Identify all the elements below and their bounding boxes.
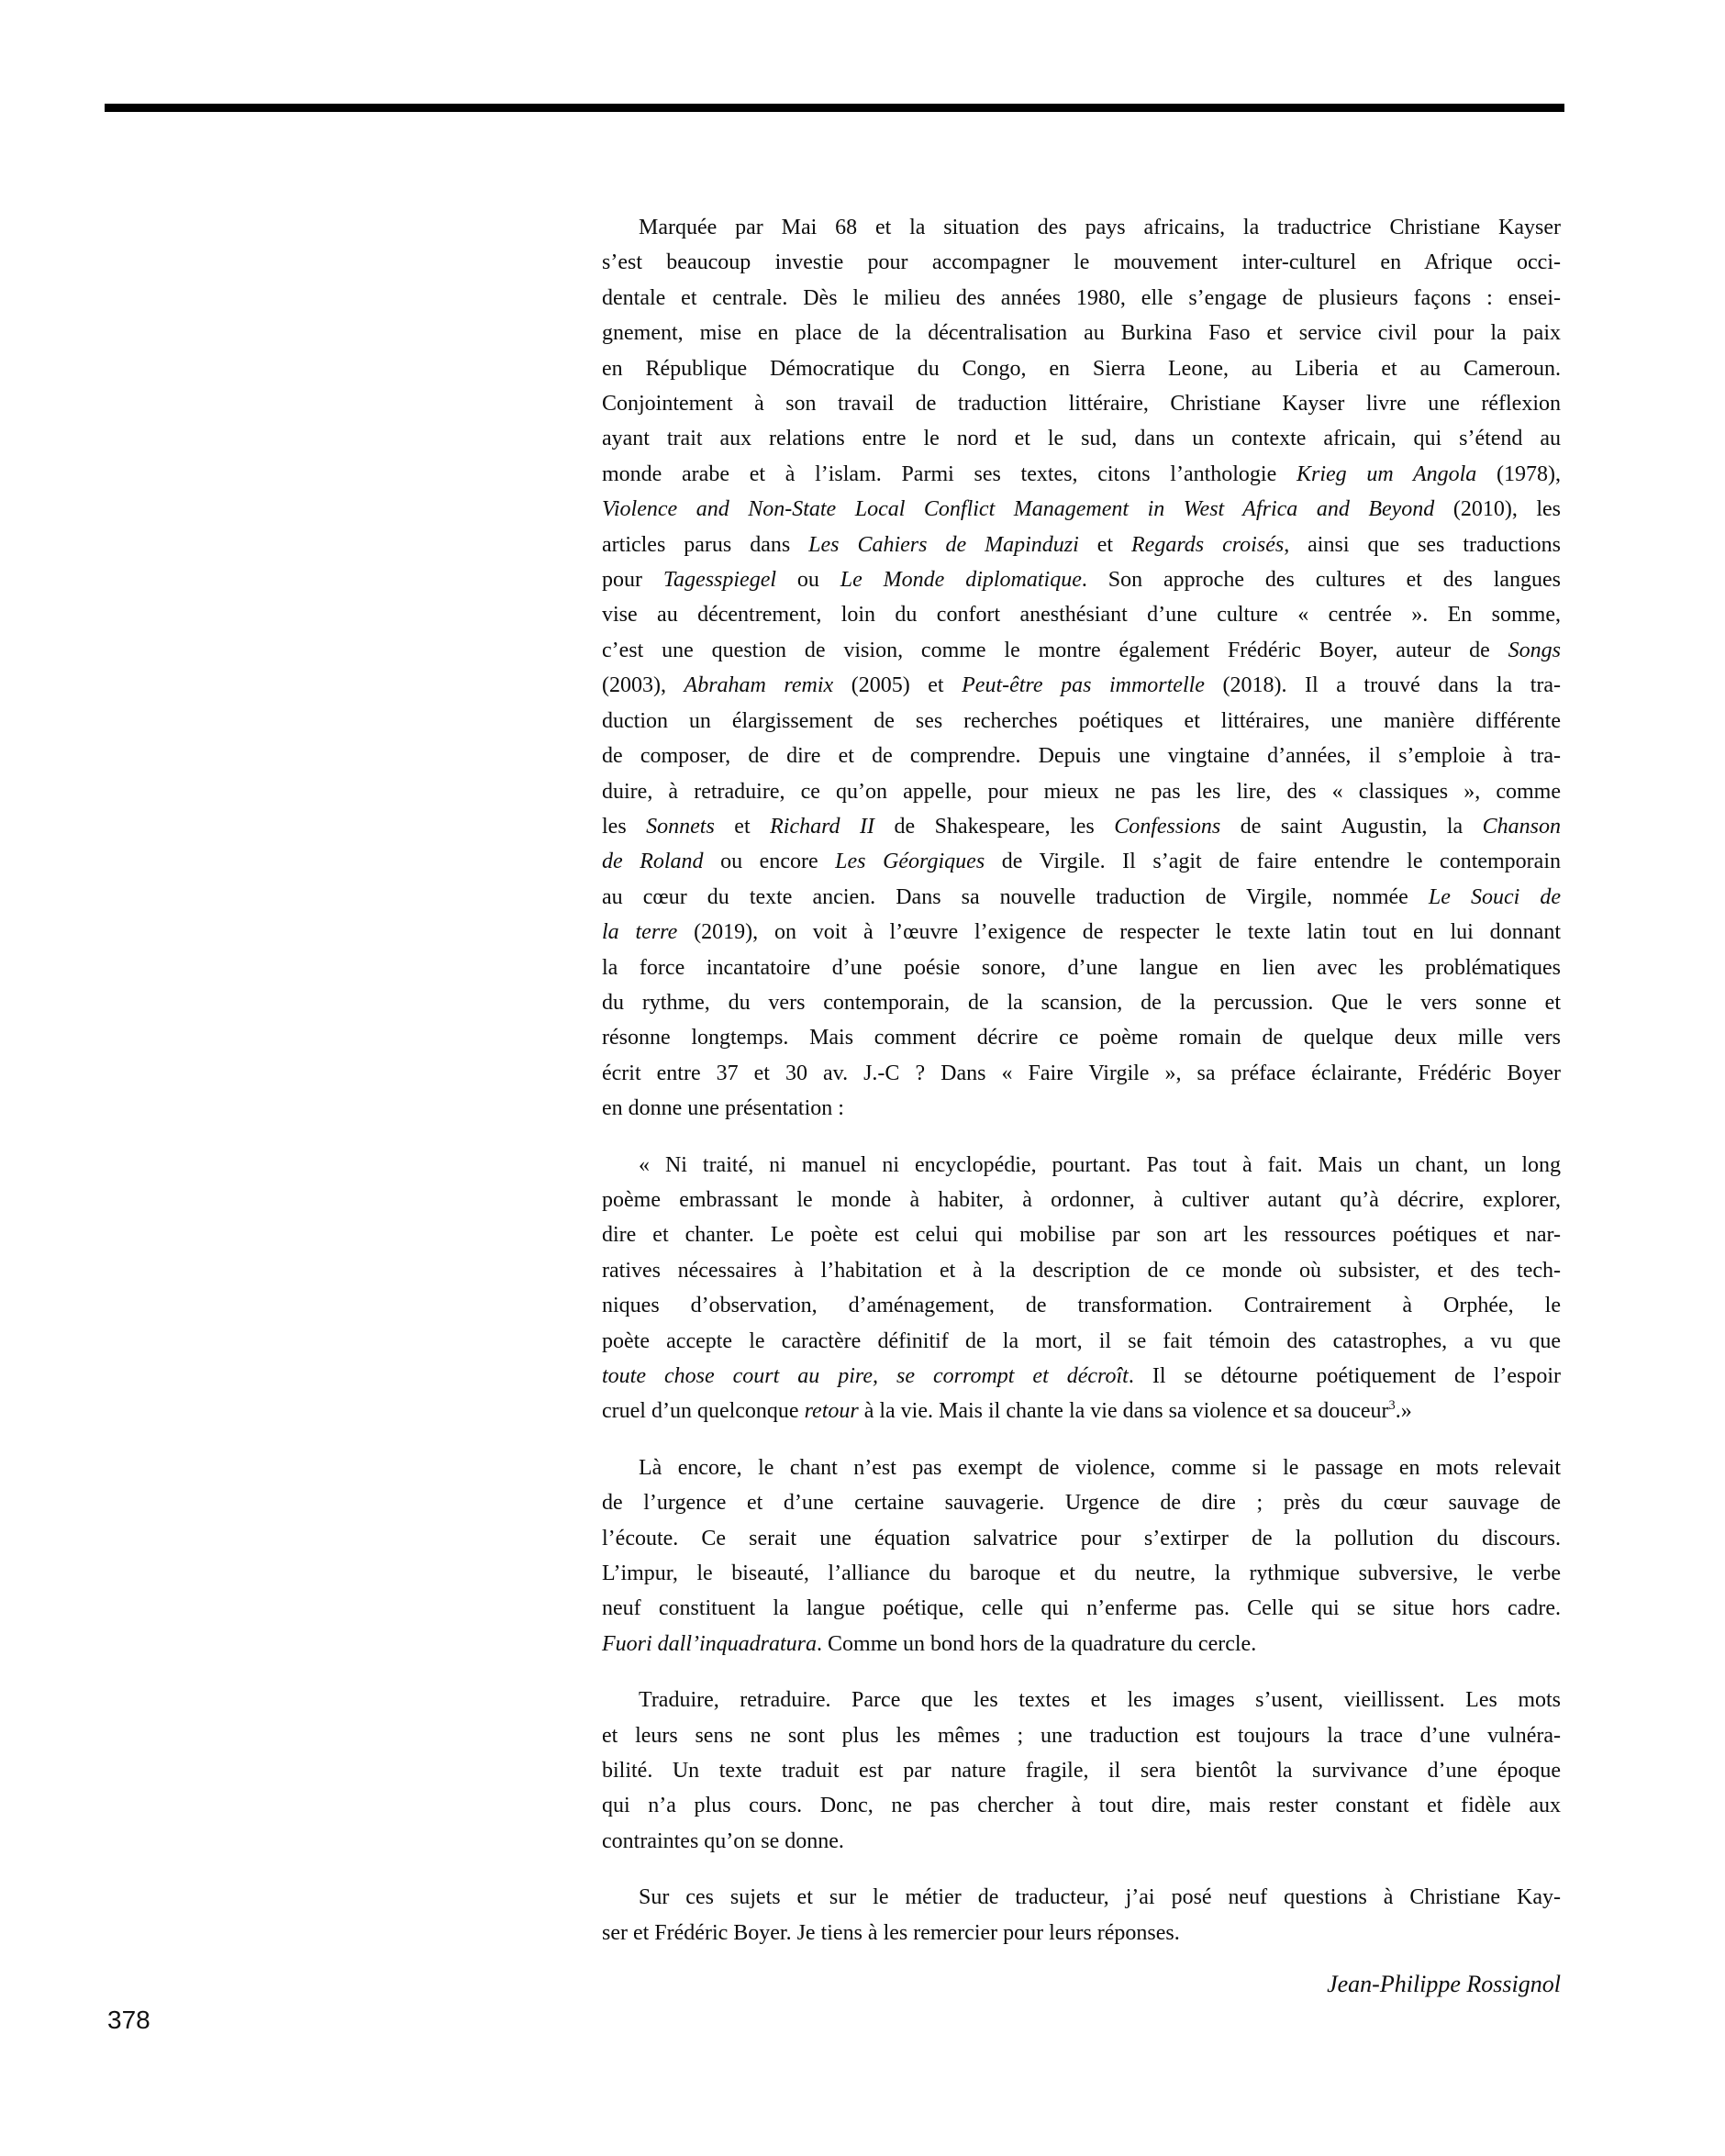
text-segment: les <box>602 814 647 839</box>
text-segment: cruel d’un quelconque <box>602 1399 805 1424</box>
text-segment: en République Démocratique du Congo, en Sierra Leone, au Liberia et au Cameroun. <box>602 356 1561 381</box>
text-line <box>602 351 1561 386</box>
italic-text-segment: Songs <box>1508 638 1561 662</box>
italic-text-segment: Chanson <box>1482 814 1561 839</box>
text-line <box>602 739 1561 773</box>
text-line <box>602 809 1561 844</box>
paragraphs-container <box>602 210 1561 1950</box>
text-segment: duire, à retraduire, ce qu’on appelle, pour mieux ne pas les lire, des « classiques », comme <box>602 779 1561 804</box>
text-line <box>602 1824 1561 1859</box>
text-segment: ayant trait aux relations entre le nord et le sud, dans un contexte africain, qui s’étend au <box>602 427 1561 451</box>
italic-text-segment: la terre <box>602 920 678 945</box>
text-line <box>602 1324 1561 1359</box>
text-segment: . Son approche des cultures et des langues <box>1081 568 1562 593</box>
text-line <box>602 1880 1561 1915</box>
text-segment: L’impur, le biseauté, l’alliance du baroque et du neutre, la rythmique subversive, le verbe <box>602 1561 1561 1586</box>
text-segment: du rythme, du vers contemporain, de la scansion, de la percussion. Que le vers sonne et <box>602 990 1561 1015</box>
text-segment: articles parus dans <box>602 532 809 557</box>
text-line <box>602 950 1561 985</box>
italic-text-segment: Les Géorgiques <box>835 850 985 874</box>
text-line <box>602 1718 1561 1753</box>
italic-text-segment: Le Monde diplomatique <box>840 568 1082 593</box>
text-segment: ou <box>776 568 840 593</box>
page-number: 378 <box>107 2006 150 2034</box>
text-line <box>602 316 1561 350</box>
text-segment: dire et chanter. Le poète est celui qui mobilise par son art les ressources poétiques et nar- <box>602 1223 1561 1248</box>
text-segment: pour <box>602 568 663 593</box>
italic-text-segment: Regards croisés <box>1131 532 1285 557</box>
text-segment: en donne une présentation : <box>602 1096 844 1121</box>
text-segment: . Il se détourne poétiquement de l’espoir <box>1128 1364 1562 1388</box>
text-segment: de saint Augustin, la <box>1220 814 1483 839</box>
paragraph <box>602 1148 1561 1429</box>
text-segment: la force incantatoire d’une poésie sonore, d’une langue en lien avec les problématiques <box>602 955 1561 980</box>
text-segment: .» <box>1395 1399 1412 1424</box>
text-segment: ratives nécessaires à l’habitation et à la description de ce monde où subsister, et des tech- <box>602 1258 1561 1283</box>
text-segment: qui n’a plus cours. Donc, ne pas chercher à tout dire, mais rester constant et fidèle aux <box>602 1794 1561 1818</box>
italic-text-segment: toute chose court au pire, se corrompt et décroît <box>602 1364 1129 1388</box>
text-segment: monde arabe et à l’islam. Parmi ses textes, citons l’anthologie <box>602 461 1297 486</box>
text-segment: à la vie. Mais il chante la vie dans sa violence et sa douceur <box>858 1399 1389 1424</box>
italic-text-segment: de Roland <box>602 850 704 874</box>
italic-text-segment: Fuori dall’inquadratura <box>602 1631 818 1656</box>
italic-text-segment: Abraham remix <box>684 673 834 698</box>
text-line <box>602 880 1561 915</box>
text-line <box>602 1683 1561 1717</box>
text-line <box>602 915 1561 950</box>
text-line <box>602 1753 1561 1788</box>
text-segment: (2003), <box>602 673 684 698</box>
text-segment: et <box>1078 532 1132 557</box>
text-line <box>602 1556 1561 1591</box>
text-line <box>602 421 1561 456</box>
italic-text-segment: Tagesspiegel <box>662 568 777 593</box>
text-line <box>602 1394 1561 1428</box>
text-line <box>602 704 1561 739</box>
text-segment: dentale et centrale. Dès le milieu des années 1980, elle s’engage de plusieurs façons : ensei- <box>602 285 1561 310</box>
text-line <box>602 1183 1561 1217</box>
paragraph <box>602 210 1561 1127</box>
text-segment: . Comme un bond hors de la quadrature du cercle. <box>817 1631 1257 1656</box>
text-segment: ser et Frédéric Boyer. Je tiens à les remercier pour leurs réponses. <box>602 1920 1180 1945</box>
text-column <box>602 210 1561 2003</box>
italic-text-segment: Sonnets <box>646 814 715 839</box>
italic-text-segment: Peut-être pas immortelle <box>962 673 1205 698</box>
paragraph <box>602 1880 1561 1950</box>
italic-text-segment: Les Cahiers de Mapinduzi <box>808 532 1079 557</box>
text-line <box>602 668 1561 703</box>
text-line <box>602 1020 1561 1055</box>
text-line <box>602 1485 1561 1520</box>
text-segment: (2010), les <box>1434 497 1561 522</box>
italic-text-segment: Violence and Non-State Local Conflict Management in West Africa and Beyond <box>602 497 1435 522</box>
text-segment: (2018). Il a trouvé dans la tra- <box>1204 673 1561 698</box>
text-segment: poème embrassant le monde à habiter, à ordonner, à cultiver autant qu’à décrire, explorer, <box>602 1187 1561 1212</box>
footnote-reference: 3 <box>1388 1398 1396 1414</box>
text-segment: poète accepte le caractère définitif de la mort, il se fait témoin des catastrophes, a vu que <box>602 1328 1561 1353</box>
text-segment: c’est une question de vision, comme le montre également Frédéric Boyer, auteur de <box>602 638 1508 662</box>
text-segment: (1978), <box>1476 461 1561 486</box>
text-line <box>602 1148 1561 1183</box>
top-rule <box>105 104 1564 112</box>
text-segment: gnement, mise en place de la décentralisation au Burkina Faso et service civil pour la paix <box>602 321 1561 346</box>
text-segment: neuf constituent la langue poétique, celle qui n’enferme pas. Celle qui se situe hors cadre. <box>602 1596 1561 1621</box>
text-line <box>602 562 1561 597</box>
italic-text-segment: Le Souci de <box>1428 884 1561 909</box>
italic-text-segment: Krieg um Angola <box>1296 461 1477 486</box>
text-line <box>602 457 1561 492</box>
text-line <box>602 985 1561 1020</box>
text-segment: et <box>714 814 771 839</box>
text-line <box>602 1091 1561 1126</box>
author-signature: Jean-Philippe Rossignol <box>1327 1971 1561 1998</box>
text-line <box>602 1591 1561 1626</box>
text-line <box>602 633 1561 668</box>
text-segment: niques d’observation, d’aménagement, de transformation. Contrairement à Orphée, le <box>602 1294 1561 1318</box>
text-line <box>602 281 1561 316</box>
text-segment: Sur ces sujets et sur le métier de traducteur, j’ai posé neuf questions à Christiane Kay- <box>639 1885 1561 1910</box>
text-line <box>602 245 1561 280</box>
text-line <box>602 1788 1561 1823</box>
text-line <box>602 1288 1561 1323</box>
text-line <box>602 386 1561 421</box>
text-segment: de Virgile. Il s’agit de faire entendre le contemporain <box>985 850 1561 874</box>
text-segment: duction un élargissement de ses recherches poétiques et littéraires, une manière différente <box>602 708 1561 733</box>
text-segment: « Ni traité, ni manuel ni encyclopédie, pourtant. Pas tout à fait. Mais un chant, un long <box>639 1152 1561 1177</box>
text-line <box>602 1359 1561 1394</box>
text-line <box>602 1217 1561 1252</box>
text-segment: contraintes qu’on se donne. <box>602 1828 844 1853</box>
text-segment: s’est beaucoup investie pour accompagner le mouvement inter-culturel en Afrique occi- <box>602 250 1561 275</box>
text-segment: bilité. Un texte traduit est par nature fragile, il sera bientôt la survivance d’une époque <box>602 1759 1561 1784</box>
text-line <box>602 1627 1561 1661</box>
text-line <box>602 210 1561 245</box>
text-segment: Marquée par Mai 68 et la situation des pays africains, la traductrice Christiane Kayser <box>639 216 1561 239</box>
text-line <box>602 1056 1561 1091</box>
text-segment: de Shakespeare, les <box>874 814 1115 839</box>
text-segment: Traduire, retraduire. Parce que les textes et les images s’usent, vieillissent. Les mots <box>639 1688 1561 1713</box>
text-line <box>602 1916 1561 1950</box>
text-line <box>602 597 1561 632</box>
text-segment: écrit entre 37 et 30 av. J.-C ? Dans « Faire Virgile », sa préface éclairante, Frédéric Boyer <box>602 1061 1561 1085</box>
paragraph <box>602 1683 1561 1859</box>
italic-text-segment: Richard II <box>770 814 875 839</box>
text-segment: vise au décentrement, loin du confort anesthésiant d’une culture « centrée ». En somme, <box>602 603 1561 628</box>
text-line <box>602 528 1561 562</box>
text-line <box>602 774 1561 809</box>
text-segment: de composer, de dire et de comprendre. Depuis une vingtaine d’années, il s’emploie à tra- <box>602 744 1561 769</box>
text-line <box>602 1450 1561 1485</box>
text-segment: Conjointement à son travail de traduction littéraire, Christiane Kayser livre une réflexion <box>602 392 1561 417</box>
text-segment: (2019), on voit à l’œuvre l’exigence de respecter le texte latin tout en lui donnant <box>677 920 1561 945</box>
text-segment: au cœur du texte ancien. Dans sa nouvelle traduction de Virgile, nommée <box>602 884 1429 909</box>
text-segment: et leurs sens ne sont plus les mêmes ; une traduction est toujours la trace d’une vulnéra- <box>602 1723 1561 1748</box>
text-line <box>602 1521 1561 1556</box>
text-segment: l’écoute. Ce serait une équation salvatrice pour s’extirper de la pollution du discours. <box>602 1526 1561 1550</box>
text-segment: Là encore, le chant n’est pas exempt de violence, comme si le passage en mots relevait <box>639 1455 1561 1480</box>
text-segment: résonne longtemps. Mais comment décrire ce poème romain de quelque deux mille vers <box>602 1026 1561 1050</box>
italic-text-segment: Confessions <box>1114 814 1221 839</box>
text-line <box>602 492 1561 527</box>
text-line <box>602 1253 1561 1288</box>
italic-text-segment: retour <box>804 1399 859 1424</box>
text-line <box>602 844 1561 879</box>
text-segment: , ainsi que ses traductions <box>1284 532 1562 557</box>
text-segment: de l’urgence et d’une certaine sauvagerie. Urgence de dire ; près du cœur sauvage de <box>602 1491 1561 1516</box>
text-segment: (2005) et <box>833 673 963 698</box>
paragraph <box>602 1450 1561 1661</box>
text-segment: ou encore <box>703 850 836 874</box>
